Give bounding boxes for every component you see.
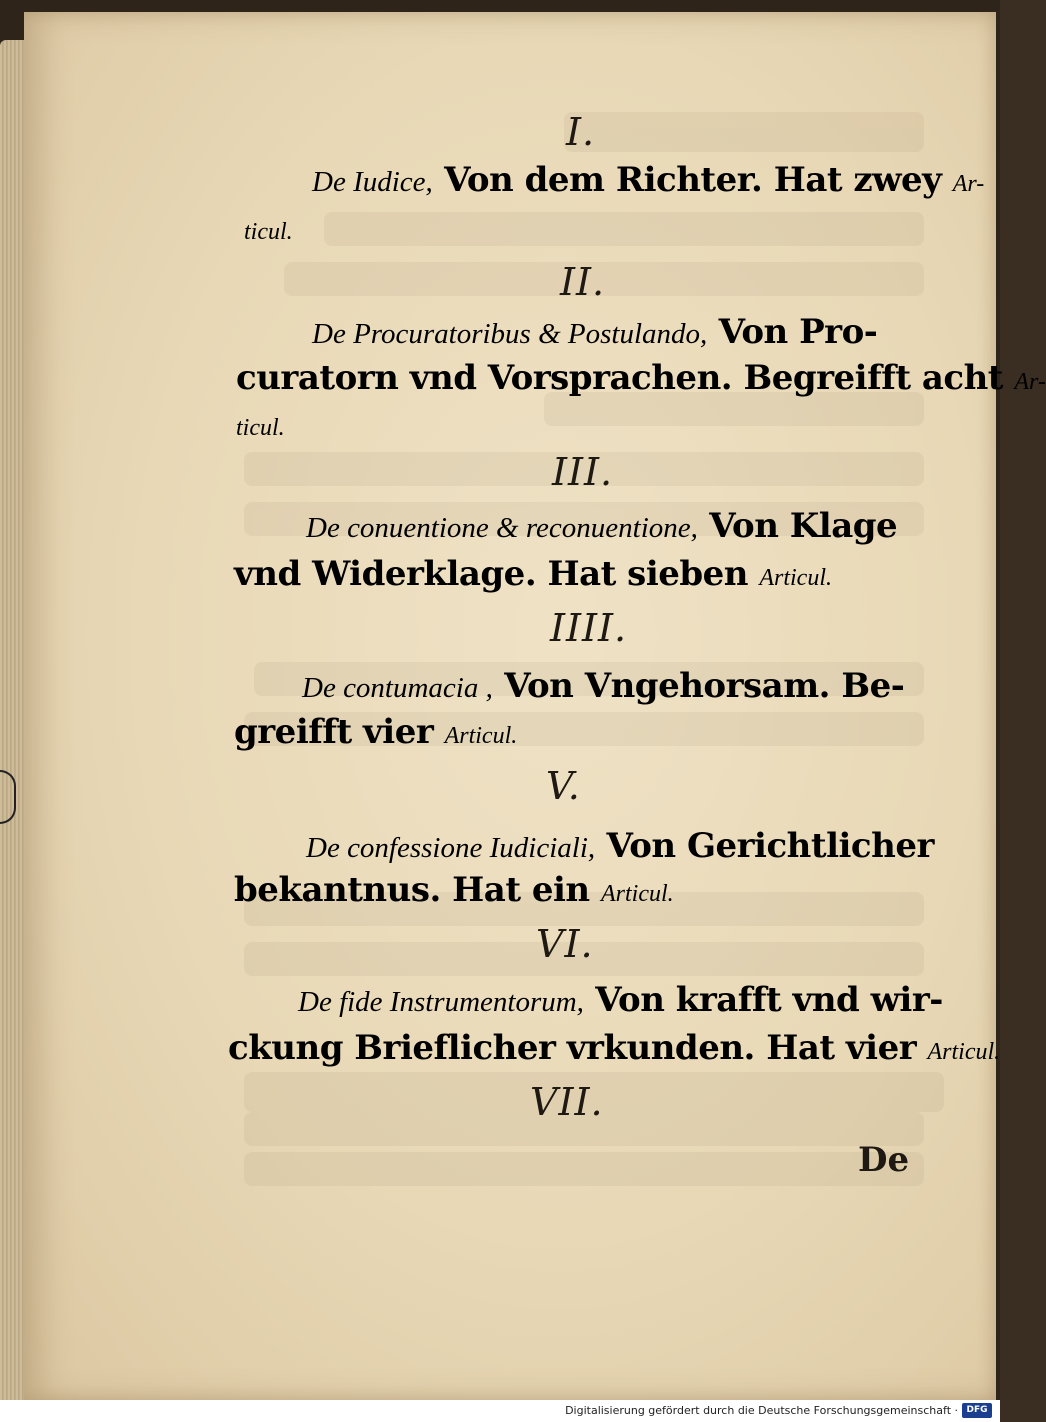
section-numeral: IIII. xyxy=(550,606,628,650)
latin-text: De confessione Iudiciali, xyxy=(306,832,596,864)
text-line xyxy=(244,208,293,252)
section-numeral: III. xyxy=(552,450,614,494)
latin-text: Ar- xyxy=(952,171,985,197)
latin-text: De Iudice, xyxy=(312,166,433,198)
german-text: vnd Widerklage. Hat sieben xyxy=(234,554,760,594)
section-numeral: I. xyxy=(566,110,596,154)
footer-credit: Digitalisierung gefördert durch die Deutsche Forschungsgemeinschaft · xyxy=(565,1404,958,1417)
text-line xyxy=(234,554,832,598)
latin-text: De fide Instrumentorum, xyxy=(298,986,584,1018)
latin-text: De Procuratoribus & Postulando, xyxy=(312,318,708,350)
german-text: ckung Brieflicher vrkunden. Hat vier xyxy=(228,1028,928,1068)
german-text: Von Pro- xyxy=(707,312,878,352)
section-numeral: II. xyxy=(560,260,606,304)
german-text: curatorn vnd Vorsprachen. Begreifft acht xyxy=(236,358,1015,398)
clip-mark xyxy=(0,770,16,824)
german-text: Von dem Richter. Hat zwey xyxy=(432,160,953,200)
text-line xyxy=(236,404,285,448)
text-line xyxy=(302,666,904,708)
german-text: bekantnus. Hat ein xyxy=(234,870,601,910)
latin-text: Ar- xyxy=(1014,369,1046,395)
latin-text: Articul. xyxy=(600,881,674,907)
text-line xyxy=(236,358,1046,402)
section-numeral: V. xyxy=(546,764,581,808)
latin-text: ticul. xyxy=(244,219,293,245)
section-numeral: VI. xyxy=(536,922,594,966)
catchword: De xyxy=(858,1140,910,1180)
digitization-footer xyxy=(0,1400,1000,1422)
german-text: Von Gerichtlicher xyxy=(595,826,934,866)
latin-text: Articul. xyxy=(759,565,832,591)
latin-text: De conuentione & reconuentione, xyxy=(306,512,698,544)
german-text: greifft vier xyxy=(234,712,445,752)
text-line xyxy=(312,160,984,204)
text-line xyxy=(298,980,943,1022)
latin-text: Articul. xyxy=(927,1039,1001,1065)
section-numeral: VII. xyxy=(530,1080,604,1124)
dfg-logo: DFG xyxy=(962,1403,992,1418)
german-text: Von Vngehorsam. Be- xyxy=(492,666,905,706)
german-text: Von krafft vnd wir- xyxy=(583,980,943,1020)
text-line xyxy=(234,870,674,914)
text-line xyxy=(312,312,877,354)
text-line xyxy=(234,712,517,756)
latin-text: ticul. xyxy=(236,415,285,441)
text-line xyxy=(306,506,897,548)
text-line xyxy=(228,1028,1000,1072)
text-line xyxy=(306,826,934,868)
german-text: Von Klage xyxy=(697,506,898,546)
latin-text: Articul. xyxy=(444,723,518,749)
latin-text: De contumacia , xyxy=(302,672,493,704)
